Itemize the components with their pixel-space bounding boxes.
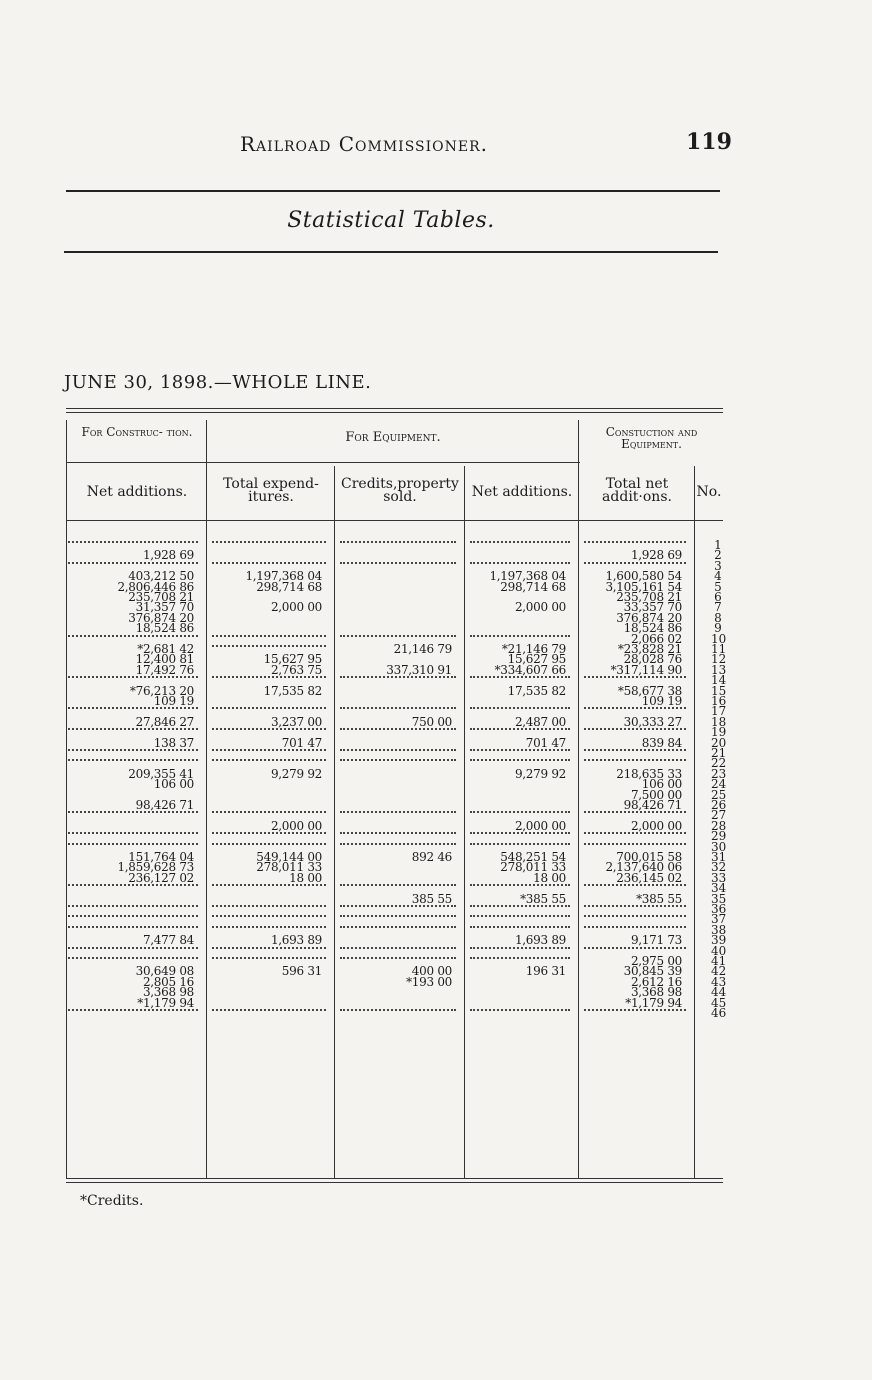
row-number: 30 bbox=[711, 839, 727, 854]
leader-dots bbox=[340, 749, 456, 751]
row-number: 24 bbox=[711, 777, 727, 792]
leader-dots bbox=[340, 707, 456, 709]
leader-dots bbox=[470, 707, 570, 709]
table-cell-c5: 98,426 71 bbox=[623, 798, 682, 812]
leader-dots bbox=[340, 957, 456, 959]
table-cell-c1: 151,764 04 bbox=[128, 850, 194, 864]
leader-dots bbox=[584, 811, 686, 813]
table-cell-c3: 337,310 91 bbox=[386, 662, 452, 677]
row-number: 45 bbox=[711, 995, 727, 1010]
table-cell-c1: 138 37 bbox=[153, 735, 194, 750]
leader-dots bbox=[68, 759, 198, 761]
leader-dots bbox=[470, 635, 570, 637]
leader-dots bbox=[584, 832, 686, 834]
leader-dots bbox=[584, 749, 686, 751]
row-number: 13 bbox=[711, 662, 727, 677]
leader-dots bbox=[212, 635, 326, 637]
leader-dots bbox=[212, 676, 326, 678]
column-header-rule bbox=[66, 520, 723, 521]
table-row bbox=[66, 902, 727, 916]
table-cell-c1: *76,213 20 bbox=[129, 683, 194, 698]
leader-dots bbox=[68, 843, 198, 845]
row-number: 23 bbox=[711, 766, 727, 781]
table-row bbox=[66, 746, 727, 760]
table-cell-c5: 109 19 bbox=[641, 694, 682, 708]
leader-dots bbox=[68, 635, 198, 637]
table-cell-c4: 298,714 68 bbox=[500, 579, 566, 594]
leader-dots bbox=[470, 562, 570, 564]
table-cell-c4: 2,000 00 bbox=[514, 818, 566, 833]
leader-dots bbox=[470, 957, 570, 959]
table-cell-c1: 12,400 81 bbox=[135, 652, 194, 667]
leader-dots bbox=[68, 676, 198, 678]
row-number: 22 bbox=[711, 756, 727, 771]
leader-dots bbox=[584, 843, 686, 845]
leader-dots bbox=[470, 1009, 570, 1011]
leader-dots bbox=[68, 947, 198, 949]
row-number: 17 bbox=[711, 704, 727, 719]
leader-dots bbox=[68, 926, 198, 928]
leader-dots bbox=[212, 957, 326, 959]
leader-dots bbox=[68, 707, 198, 709]
table-cell-c3: 892 46 bbox=[411, 850, 452, 864]
row-number: 21 bbox=[711, 746, 727, 760]
table-row bbox=[66, 735, 727, 750]
leader-dots bbox=[68, 905, 198, 907]
table-cell-c2: 9,279 92 bbox=[270, 766, 322, 781]
table-row bbox=[66, 829, 727, 844]
table-cell-c3: 400 00 bbox=[411, 964, 452, 979]
table-top-rule-2 bbox=[66, 412, 723, 413]
leader-dots bbox=[340, 811, 456, 813]
row-number: 46 bbox=[711, 1006, 727, 1020]
table-cell-c1: 109 19 bbox=[153, 694, 194, 708]
table-cell-c5: 18,524 86 bbox=[623, 621, 682, 636]
table-cell-c5: *23,828 21 bbox=[617, 642, 682, 656]
table-cell-c5: 2,066 02 bbox=[630, 631, 682, 646]
leader-dots bbox=[212, 843, 326, 845]
leader-dots bbox=[68, 832, 198, 834]
table-row bbox=[66, 1006, 727, 1020]
table-row bbox=[66, 808, 727, 823]
table-cell-c5: 700,015 58 bbox=[616, 850, 682, 864]
table-row bbox=[66, 933, 727, 948]
table-row bbox=[66, 621, 723, 636]
table-row bbox=[66, 891, 727, 906]
table-cell-c3: 21,146 79 bbox=[393, 642, 452, 656]
row-number: 44 bbox=[711, 985, 727, 1000]
table-cell-c5: 2,612 16 bbox=[630, 974, 682, 989]
table-row bbox=[66, 662, 727, 677]
table-cell-c4: 2,000 00 bbox=[514, 600, 566, 615]
leader-dots bbox=[68, 884, 198, 886]
row-number: 1 bbox=[714, 538, 722, 552]
leader-dots bbox=[340, 843, 456, 845]
row-number: 40 bbox=[711, 943, 727, 958]
table-caption: JUNE 30, 1898.—WHOLE LINE. bbox=[64, 372, 372, 393]
table-row bbox=[66, 912, 727, 927]
leader-dots bbox=[584, 947, 686, 949]
leader-dots bbox=[470, 811, 570, 813]
leader-dots bbox=[340, 759, 456, 761]
leader-dots bbox=[470, 843, 570, 845]
table-cell-c1: 106 00 bbox=[153, 777, 194, 792]
table-row bbox=[66, 714, 727, 729]
row-number: 42 bbox=[711, 964, 727, 979]
table-row bbox=[66, 548, 723, 563]
leader-dots bbox=[584, 707, 686, 709]
table-cell-c5: 218,635 33 bbox=[616, 766, 682, 781]
leader-dots bbox=[212, 832, 326, 834]
leader-dots bbox=[212, 707, 326, 709]
table-cell-c2: 3,237 00 bbox=[270, 714, 322, 729]
row-number: 3 bbox=[714, 558, 722, 573]
leader-dots bbox=[340, 884, 456, 886]
table-cell-c4: 1,693 89 bbox=[514, 933, 566, 948]
table-cell-c5: 106 00 bbox=[641, 777, 682, 792]
table-row bbox=[66, 870, 727, 885]
col-no: No. bbox=[696, 484, 722, 500]
table-cell-c3: 750 00 bbox=[411, 714, 452, 729]
table-cell-c5: *385 55 bbox=[636, 891, 682, 906]
leader-dots bbox=[584, 926, 686, 928]
table-cell-c2: 596 31 bbox=[281, 964, 322, 979]
table-cell-c4: 1,197,368 04 bbox=[489, 569, 566, 584]
row-number: 38 bbox=[711, 922, 727, 937]
leader-dots bbox=[340, 1009, 456, 1011]
section-rule bbox=[64, 251, 718, 253]
leader-dots bbox=[212, 905, 326, 907]
table-cell-c5: 2,000 00 bbox=[630, 818, 682, 833]
table-cell-c1: 1,928 69 bbox=[142, 548, 194, 563]
table-cell-c5: 1,928 69 bbox=[630, 548, 682, 563]
row-number: 18 bbox=[711, 714, 727, 729]
row-number: 35 bbox=[711, 891, 727, 906]
row-number: 2 bbox=[714, 548, 722, 563]
leader-dots bbox=[584, 905, 686, 907]
row-number: 31 bbox=[711, 850, 727, 864]
row-number: 41 bbox=[711, 954, 727, 968]
table-cell-c5: *317,114 90 bbox=[610, 662, 682, 677]
table-cell-c1: 403,212 50 bbox=[128, 569, 194, 584]
footnote: *Credits. bbox=[80, 1193, 144, 1209]
table-cell-c1: 7,477 84 bbox=[142, 933, 194, 948]
table-cell-c4: 17,535 82 bbox=[507, 683, 566, 698]
leader-dots bbox=[68, 749, 198, 751]
table-cell-c5: 2,137,640 06 bbox=[605, 860, 682, 875]
row-number: 27 bbox=[711, 808, 727, 823]
leader-dots bbox=[584, 541, 686, 543]
leader-dots bbox=[68, 1009, 198, 1011]
table-cell-c2: 2,000 00 bbox=[270, 818, 322, 833]
table-cell-c1: 98,426 71 bbox=[135, 798, 194, 812]
row-number: 36 bbox=[711, 902, 727, 916]
leader-dots bbox=[340, 947, 456, 949]
col-construction-net: Net additions. bbox=[86, 484, 188, 500]
row-number: 11 bbox=[711, 642, 727, 656]
table-cell-c2: 2,000 00 bbox=[270, 600, 322, 615]
col-equipment-net: Net additions. bbox=[471, 484, 573, 500]
group-header-rule bbox=[66, 462, 580, 463]
table-cell-c1: 1,859,628 73 bbox=[117, 860, 194, 875]
row-number: 9 bbox=[714, 621, 722, 636]
leader-dots bbox=[212, 811, 326, 813]
row-number: 12 bbox=[711, 652, 727, 667]
table-top-rule bbox=[66, 408, 723, 409]
leader-dots bbox=[340, 541, 456, 543]
row-number: 26 bbox=[711, 798, 727, 812]
table-cell-c5: 3,105,161 54 bbox=[605, 579, 682, 594]
leader-dots bbox=[340, 905, 456, 907]
row-number: 29 bbox=[711, 829, 727, 844]
table-cell-c1: 209,355 41 bbox=[128, 766, 194, 781]
running-title: Railroad Commissioner. bbox=[240, 132, 488, 156]
table-cell-c4: *21,146 79 bbox=[501, 642, 566, 656]
row-number: 8 bbox=[714, 610, 722, 625]
leader-dots bbox=[212, 562, 326, 564]
table-cell-c2: 18 00 bbox=[289, 870, 322, 885]
table-cell-c2: 298,714 68 bbox=[256, 579, 322, 594]
table-cell-c3: *193 00 bbox=[406, 974, 452, 989]
row-number: 4 bbox=[714, 569, 722, 584]
table-cell-c1: 17,492 76 bbox=[135, 662, 194, 677]
running-head bbox=[0, 129, 872, 160]
table-cell-c4: *334,607 66 bbox=[494, 662, 566, 677]
table-cell-c4: 2,487 00 bbox=[514, 714, 566, 729]
leader-dots bbox=[584, 728, 686, 730]
table-cell-c3: 385 55 bbox=[411, 891, 452, 906]
row-number: 39 bbox=[711, 933, 727, 948]
group-construction: For Construc- tion. bbox=[81, 425, 193, 439]
table-cell-c1: 18,524 86 bbox=[135, 621, 194, 636]
table-cell-c2: 1,693 89 bbox=[270, 933, 322, 948]
table-cell-c5: 7,500 00 bbox=[630, 787, 682, 802]
table-cell-c5: *58,677 38 bbox=[617, 683, 682, 698]
table-cell-c1: 30,649 08 bbox=[135, 964, 194, 979]
section-title: Statistical Tables. bbox=[287, 208, 495, 233]
row-number: 37 bbox=[711, 912, 727, 927]
table-row bbox=[66, 798, 727, 812]
leader-dots bbox=[470, 905, 570, 907]
leader-dots bbox=[584, 562, 686, 564]
leader-dots bbox=[68, 957, 198, 959]
table-row bbox=[66, 777, 727, 792]
row-number: 33 bbox=[711, 870, 727, 885]
table-cell-c1: 376,874 20 bbox=[128, 610, 194, 625]
leader-dots bbox=[212, 541, 326, 543]
leader-dots bbox=[212, 884, 326, 886]
page-number: 119 bbox=[686, 129, 732, 155]
table-bottom-rule-2 bbox=[66, 1182, 723, 1183]
table-cell-c2: 2,763 75 bbox=[270, 662, 322, 677]
leader-dots bbox=[340, 635, 456, 637]
leader-dots bbox=[68, 915, 198, 917]
table-cell-c1: 235,708 21 bbox=[128, 590, 194, 604]
table-cell-c1: 3,368 98 bbox=[142, 985, 194, 1000]
leader-dots bbox=[470, 541, 570, 543]
table-cell-c2: 278,011 33 bbox=[256, 860, 322, 875]
leader-dots bbox=[68, 562, 198, 564]
leader-dots bbox=[470, 947, 570, 949]
leader-dots bbox=[68, 728, 198, 730]
leader-dots bbox=[340, 832, 456, 834]
table-cell-c1: 27,846 27 bbox=[135, 714, 194, 729]
table-row bbox=[66, 995, 727, 1010]
leader-dots bbox=[212, 749, 326, 751]
table-row bbox=[66, 881, 727, 896]
leader-dots bbox=[470, 676, 570, 678]
row-number: 25 bbox=[711, 787, 727, 802]
table-cell-c1: 2,805 16 bbox=[142, 974, 194, 989]
table-cell-c5: 839 84 bbox=[641, 735, 682, 750]
table-cell-c4: 701 47 bbox=[525, 735, 566, 750]
table-cell-c5: 376,874 20 bbox=[616, 610, 682, 625]
leader-dots bbox=[212, 926, 326, 928]
row-number: 15 bbox=[711, 683, 727, 698]
table-cell-c4: 18 00 bbox=[533, 870, 566, 885]
group-construction-and-equipment: Constuction and Equipment. bbox=[605, 425, 698, 451]
table-row bbox=[66, 818, 727, 833]
table-bottom-rule bbox=[66, 1178, 723, 1179]
head-rule bbox=[66, 190, 720, 192]
leader-dots bbox=[68, 541, 198, 543]
table-row bbox=[66, 943, 727, 958]
table-cell-c5: 9,171 73 bbox=[630, 933, 682, 948]
group-equipment: For Equipment. bbox=[345, 430, 441, 445]
row-number: 5 bbox=[714, 579, 722, 594]
leader-dots bbox=[212, 728, 326, 730]
leader-dots bbox=[584, 1009, 686, 1011]
row-number: 7 bbox=[714, 600, 722, 615]
table-cell-c5: 30,333 27 bbox=[623, 714, 682, 729]
table-cell-c1: 31,357 70 bbox=[135, 600, 194, 615]
row-number: 16 bbox=[711, 694, 727, 708]
table-cell-c1: *2,681 42 bbox=[137, 642, 194, 656]
leader-dots bbox=[470, 749, 570, 751]
row-number: 19 bbox=[711, 725, 727, 740]
table-cell-c4: 196 31 bbox=[525, 964, 566, 979]
leader-dots bbox=[340, 728, 456, 730]
table-cell-c2: 15,627 95 bbox=[263, 652, 322, 667]
leader-dots bbox=[470, 759, 570, 761]
table-cell-c2: 549,144 00 bbox=[256, 850, 322, 864]
row-number: 14 bbox=[711, 673, 727, 688]
leader-dots bbox=[340, 926, 456, 928]
row-number: 28 bbox=[711, 818, 727, 833]
leader-dots bbox=[68, 811, 198, 813]
table-cell-c1: *1,179 94 bbox=[137, 995, 194, 1010]
leader-dots bbox=[212, 645, 326, 647]
leader-dots bbox=[212, 759, 326, 761]
leader-dots bbox=[470, 915, 570, 917]
row-number: 34 bbox=[711, 881, 727, 896]
leader-dots bbox=[212, 915, 326, 917]
row-number: 20 bbox=[711, 735, 727, 750]
col-equipment-credits: Credits,property sold. bbox=[341, 476, 459, 505]
table-cell-c4: 9,279 92 bbox=[514, 766, 566, 781]
leader-dots bbox=[470, 832, 570, 834]
table-cell-c2: 701 47 bbox=[281, 735, 322, 750]
leader-dots bbox=[470, 926, 570, 928]
row-number: 10 bbox=[711, 631, 727, 646]
leader-dots bbox=[584, 676, 686, 678]
row-number: 32 bbox=[711, 860, 727, 875]
table-cell-c5: 1,600,580 54 bbox=[605, 569, 682, 584]
leader-dots bbox=[584, 759, 686, 761]
table-cell-c5: 236,145 02 bbox=[616, 870, 682, 885]
table-cell-c1: 236,127 02 bbox=[128, 870, 194, 885]
table-cell-c1: 2,806,446 86 bbox=[117, 579, 194, 594]
table-cell-c5: 30,845 39 bbox=[623, 964, 682, 979]
leader-dots bbox=[340, 915, 456, 917]
leader-dots bbox=[584, 884, 686, 886]
leader-dots bbox=[212, 947, 326, 949]
leader-dots bbox=[340, 562, 456, 564]
leader-dots bbox=[212, 1009, 326, 1011]
table-cell-c2: 17,535 82 bbox=[263, 683, 322, 698]
col-equipment-total: Total expend- itures. bbox=[223, 476, 319, 505]
table-cell-c5: 2,975 00 bbox=[630, 954, 682, 968]
leader-dots bbox=[470, 884, 570, 886]
leader-dots bbox=[340, 676, 456, 678]
table-cell-c4: 548,251 54 bbox=[500, 850, 566, 864]
table-cell-c5: 33,357 70 bbox=[623, 600, 682, 615]
table-cell-c5: *1,179 94 bbox=[625, 995, 682, 1010]
table-cell-c5: 28,028 76 bbox=[623, 652, 682, 667]
table-row bbox=[66, 694, 727, 708]
leader-dots bbox=[470, 728, 570, 730]
table-cell-c5: 3,368 98 bbox=[630, 985, 682, 1000]
table-cell-c4: *385 55 bbox=[520, 891, 566, 906]
row-number: 43 bbox=[711, 974, 727, 989]
table-cell-c2: 1,197,368 04 bbox=[245, 569, 322, 584]
col-total-net: Total net addit·ons. bbox=[602, 476, 672, 505]
table-cell-c5: 235,708 21 bbox=[616, 590, 682, 604]
table-cell-c4: 15,627 95 bbox=[507, 652, 566, 667]
table-cell-c4: 278,011 33 bbox=[500, 860, 566, 875]
row-number: 6 bbox=[714, 590, 722, 604]
leader-dots bbox=[584, 915, 686, 917]
